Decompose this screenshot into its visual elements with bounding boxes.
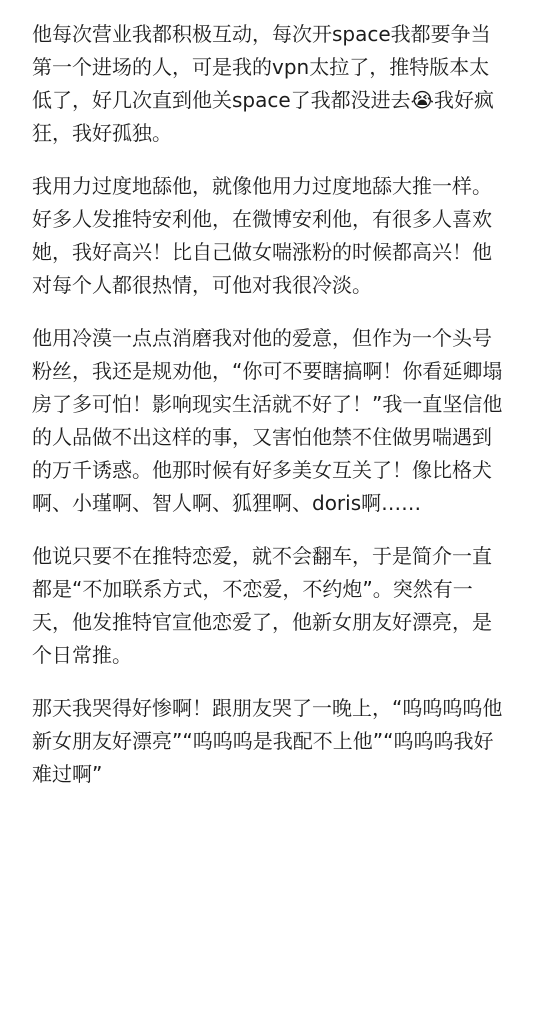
paragraph-5: 那天我哭得好惨啊！跟朋友哭了一晚上，“呜呜呜呜他新女朋友好漂亮”“呜呜呜是我配不上他”“呜呜呜我好难过啊” — [32, 696, 503, 786]
paragraph-1: 他每次营业我都积极互动，每次开space我都要争当第一个进场的人，可是我的vpn太拉了，推特版本太低了，好几次直到他关space了我都没进去😭我好疯狂，我好孤独。 — [32, 22, 495, 145]
paragraph-2: 我用力过度地舔他，就像他用力过度地舔大推一样。好多人发推特安利他，在微博安利他，有很多人喜欢她，我好高兴！比自己做女喘涨粉的时候都高兴！他对每个人都很热情，可他对我很冷淡。 — [32, 174, 492, 297]
paragraph-4: 他说只要不在推特恋爱，就不会翻车，于是简介一直都是“不加联系方式，不恋爱，不约炮”。突然有一天，他发推特官宣他恋爱了，他新女朋友好漂亮，是个日常推。 — [32, 544, 492, 667]
paragraph-3: 他用冷漠一点点消磨我对他的爱意，但作为一个头号粉丝，我还是规劝他，“你可不要瞎搞啊！你看延卿塌房了多可怕！影响现实生活就不好了！”我一直坚信他的人品做不出这样的事，又害怕他禁不住做男喘遇到的万千诱惑。他那时候有好多美女互关了！像比格犬啊、小瑾啊、智人啊、狐狸啊、doris啊…… — [32, 326, 503, 515]
